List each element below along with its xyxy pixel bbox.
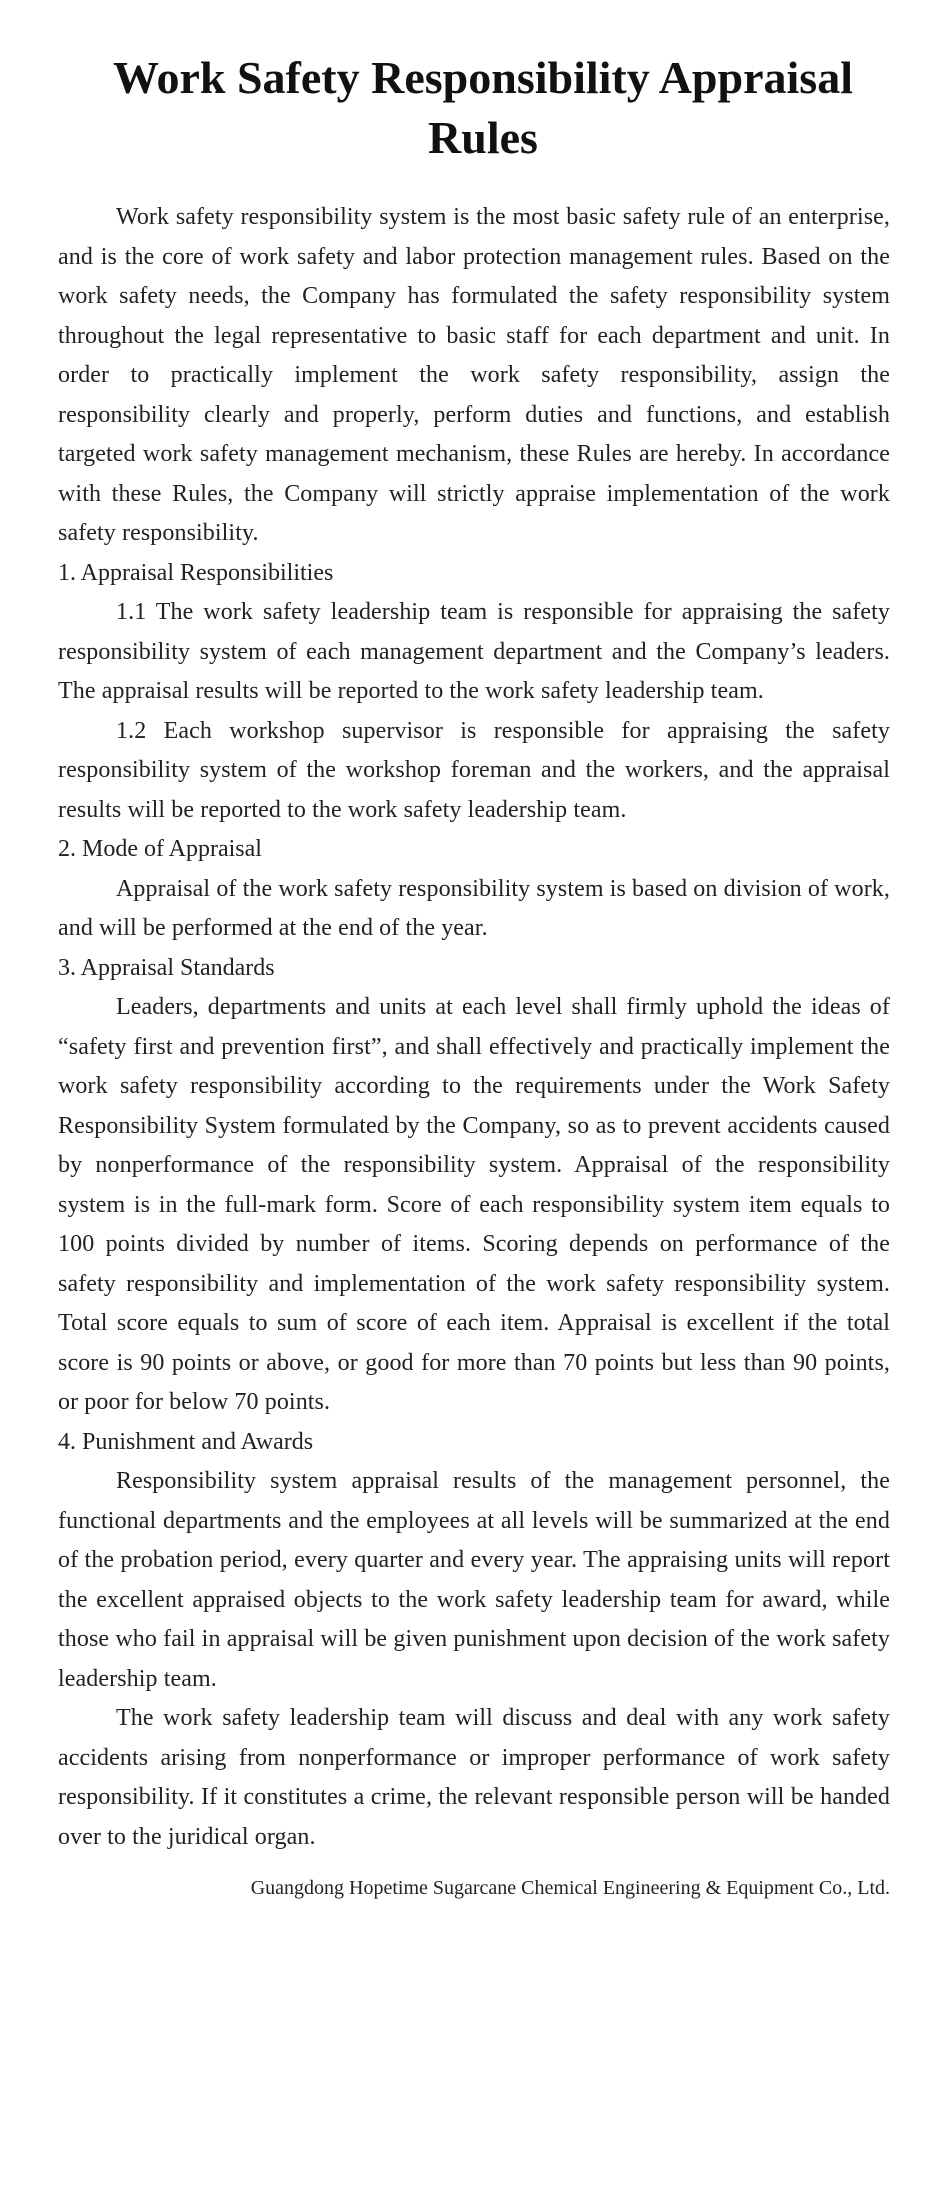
section-heading: 3. Appraisal Standards	[58, 954, 275, 981]
intro-paragraph: Work safety responsibility system is the most basic safety rule of an enterprise, and is the core of work safety and labor protection management rules. Based on the work safety needs, the Company has formulated the safety responsibility system throughout the legal representative to basic staff for each department and unit. In order to practically implement the work safety responsibility, assign the responsibility clearly and properly, perform duties and functions, and establish targeted work safety management mechanism, these Rules are hereby. In accordance with these Rules, the Company will strictly appraise implementation of the work safety responsibility.	[58, 204, 890, 546]
section-paragraph: 1.2 Each workshop supervisor is responsible for appraising the safety responsibility system of the workshop foreman and the workers, and the appraisal results will be reported to the work safety leadership team.	[58, 717, 890, 823]
company-footer: Guangdong Hopetime Sugarcane Chemical Engineering & Equipment Co., Ltd.	[250, 1877, 890, 1899]
section-appraisal-responsibilities	[58, 554, 890, 831]
document-page	[58, 48, 890, 1903]
section-heading: 1. Appraisal Responsibilities	[58, 559, 334, 586]
section-paragraph: Appraisal of the work safety responsibility system is based on division of work, and will be performed at the end of the year.	[58, 875, 890, 941]
section-paragraph: Responsibility system appraisal results of the management personnel, the functional departments and the employees at all levels will be summarized at the end of the probation period, every quarter and every year. The appraising units will report the excellent appraised objects to the work safety leadership team for award, while those who fail in appraisal will be given punishment upon decision of the work safety leadership team.	[58, 1468, 890, 1692]
section-punishment-and-awards	[58, 1423, 890, 1858]
section-heading: 4. Punishment and Awards	[58, 1428, 314, 1455]
section-heading: 2. Mode of Appraisal	[58, 836, 262, 862]
section-paragraph: Leaders, departments and units at each level shall firmly uphold the ideas of “safety first and prevention first”, and shall effectively and practically implement the work safety responsibility according to the requirements under the Work Safety Responsibility System formulated by the Company, so as to prevent accidents caused by nonperformance of the responsibility system. Appraisal of the responsibility system is in the full-mark form. Score of each responsibility system item equals to 100 points divided by number of items. Scoring depends on performance of the safety responsibility and implementation of the work safety responsibility system. Total score equals to sum of score of each item. Appraisal is excellent if the total score is 90 points or above, or good for more than 70 points but less than 90 points, or poor for below 70 points.	[58, 994, 890, 1415]
document-title: Work Safety Responsibility Appraisal Rules	[113, 52, 853, 163]
section-appraisal-standards	[58, 949, 890, 1423]
section-paragraph: 1.1 The work safety leadership team is responsible for appraising the safety responsibility system of each management department and the Company’s leaders. The appraisal results will be reported to the work safety leadership team.	[58, 599, 890, 704]
section-paragraph: The work safety leadership team will discuss and deal with any work safety accidents arising from nonperformance or improper performance of work safety responsibility. If it constitutes a crime, the relevant responsible person will be handed over to the juridical organ.	[58, 1705, 890, 1850]
section-mode-of-appraisal	[58, 830, 890, 949]
